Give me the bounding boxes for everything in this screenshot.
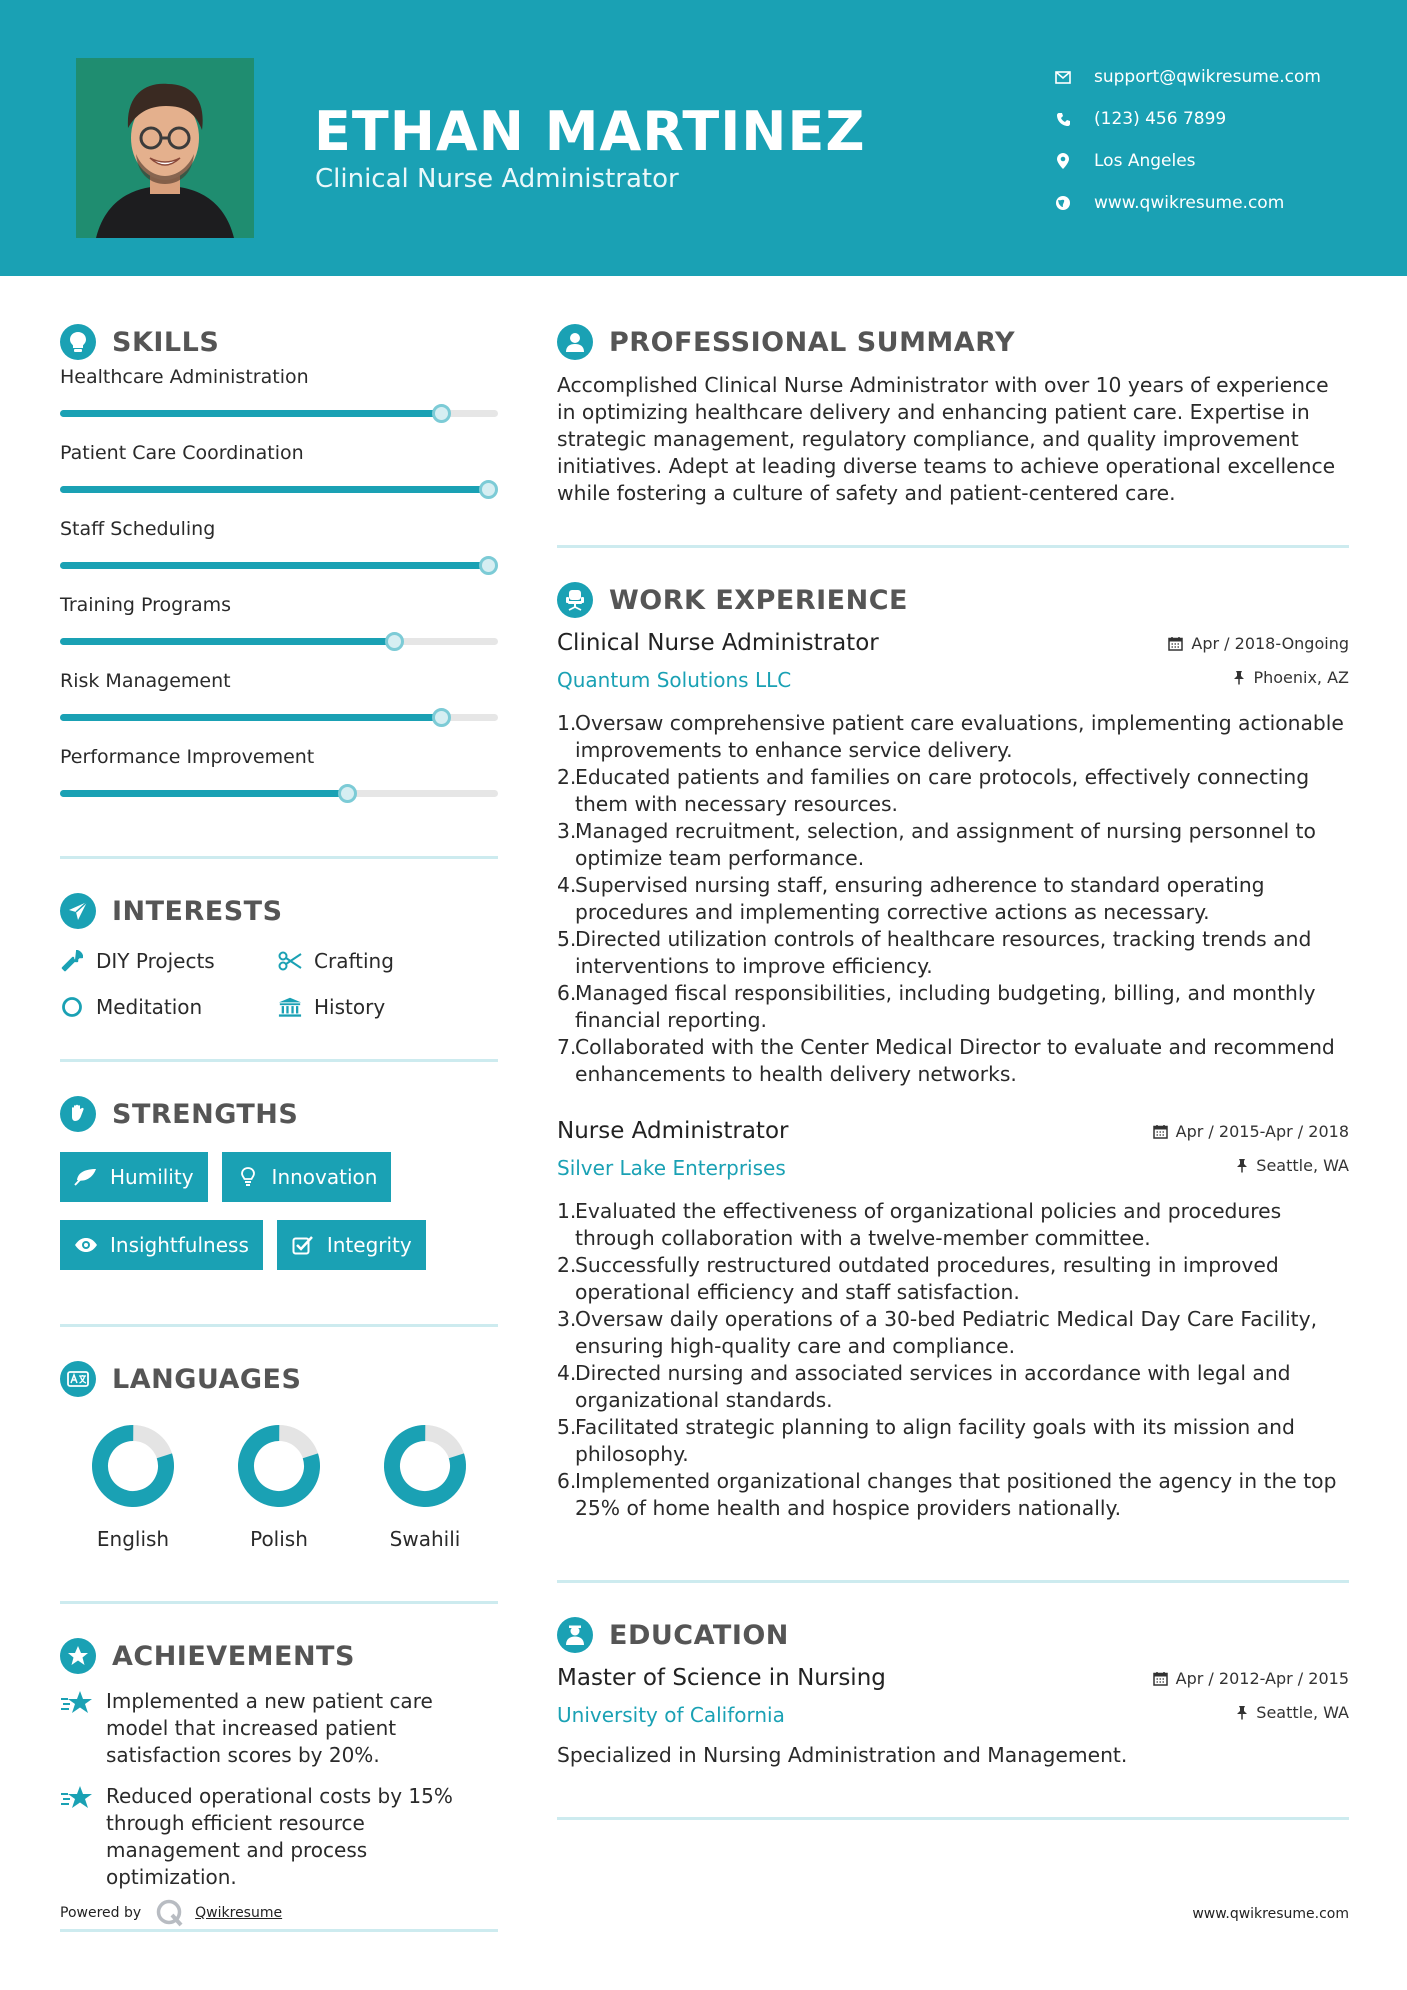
languages-list (60, 1423, 498, 1551)
education-date (1153, 1669, 1349, 1688)
degree-title: Master of Science in Nursing (557, 1665, 886, 1691)
language-donut-fill (91, 1424, 174, 1507)
contact-website[interactable] (1054, 182, 1394, 224)
interest-item (60, 995, 278, 1019)
skill-bar (60, 486, 498, 493)
school-name: University of California (557, 1703, 785, 1727)
skill-bar (60, 790, 498, 797)
strength-label: Innovation (271, 1165, 378, 1189)
job-location-text: Phoenix, AZ (1253, 668, 1349, 687)
languages-heading (60, 1357, 498, 1401)
job-bullets (557, 1198, 1349, 1522)
lightbulb-icon (60, 324, 96, 360)
wrench-icon (60, 949, 84, 973)
achievement-item (60, 1688, 498, 1769)
language-label: English (96, 1527, 170, 1551)
strength-label: Integrity (326, 1233, 412, 1257)
interests-list (60, 949, 498, 1019)
language-label: Polish (250, 1527, 308, 1551)
skill-bar-knob (385, 632, 404, 651)
summary-heading (557, 320, 1349, 364)
circle-icon (60, 995, 84, 1019)
education-location (1236, 1703, 1349, 1722)
languages-title: LANGUAGES (112, 1363, 302, 1395)
portrait-image (76, 58, 254, 238)
skill-item (60, 746, 498, 866)
job-bullets (557, 710, 1349, 1088)
language-donut (382, 1423, 468, 1509)
calendar-icon (1153, 1124, 1168, 1139)
pushpin-icon (1236, 1705, 1248, 1720)
interest-label: DIY Projects (96, 949, 215, 973)
contact-phone[interactable] (1054, 98, 1394, 140)
strength-label: Humility (110, 1165, 194, 1189)
strengths-heading (60, 1092, 498, 1136)
job-header (557, 630, 1349, 704)
section-divider (557, 1580, 1349, 1583)
footer-powered-by (60, 1898, 282, 1928)
education-heading (557, 1613, 1349, 1657)
resume-header (0, 0, 1407, 276)
job-date (1153, 1122, 1349, 1141)
qwikresume-link[interactable]: Qwikresume (195, 1905, 283, 1921)
pushpin-icon (1233, 670, 1245, 685)
section-divider (60, 1059, 498, 1062)
contact-location (1054, 140, 1394, 182)
globe-icon (1054, 194, 1072, 212)
language-donut-fill (237, 1424, 320, 1507)
job-bullet: 3. Oversaw daily operations of a 30-bed Pediatric Medical Day Care Facility, ensuring high-quality care and compliance. (557, 1307, 1318, 1358)
footer-site[interactable]: www.qwikresume.com (1192, 1906, 1349, 1922)
summary-text: Accomplished Clinical Nurse Administrator with over 10 years of experience in optimizing healthcare delivery and enhancing patient care. Expertise in strategic management, regulatory compliance, and quality improvement initiatives. Adept at leading diverse teams to achieve operational excellence while fostering a culture of safety and patient-centered care. (557, 373, 1336, 505)
summary-title: PROFESSIONAL SUMMARY (609, 326, 1016, 358)
job-bullet: 5. Directed utilization controls of healthcare resources, tracking trends and interventions to improve efficiency. (557, 927, 1312, 978)
graduate-icon (557, 1617, 593, 1653)
job-bullet: 7. Collaborated with the Center Medical Director to evaluate and recommend enhancements to health delivery networks. (557, 1035, 1335, 1086)
contact-email[interactable] (1054, 56, 1394, 98)
calendar-icon (1153, 1671, 1168, 1686)
strength-tag (60, 1220, 263, 1270)
qwikresume-logo-icon (155, 1898, 185, 1928)
job-bullet: 2. Educated patients and families on care protocols, effectively connecting them with necessary resources. (557, 765, 1310, 816)
achievement-text: Reduced operational costs by 15% through efficient resource management and process optimization. (106, 1784, 453, 1889)
job-location-text: Seattle, WA (1256, 1156, 1349, 1175)
interests-heading (60, 889, 498, 933)
interest-label: History (314, 995, 386, 1019)
section-divider (557, 545, 1349, 548)
skill-bar-fill (60, 410, 441, 417)
museum-icon (278, 995, 302, 1019)
skill-bar-fill (60, 638, 394, 645)
job-bullet: 6. Implemented organizational changes that positioned the agency in the top 25% of home health and hospice providers nationally. (557, 1469, 1337, 1520)
job-company: Silver Lake Enterprises (557, 1156, 786, 1180)
language-label: Swahili (389, 1527, 461, 1551)
achievement-text: Implemented a new patient care model that increased patient satisfaction scores by 20%. (106, 1689, 433, 1767)
education-title: EDUCATION (609, 1619, 789, 1651)
contact-email-text: support@qwikresume.com (1094, 67, 1321, 87)
skill-label: Training Programs (60, 594, 232, 616)
interest-label: Crafting (314, 949, 394, 973)
strength-tag (60, 1152, 208, 1202)
pushpin-icon (1236, 1158, 1248, 1173)
job-bullet: 1. Evaluated the effectiveness of organizational policies and procedures through collaboration with a twelve-member committee. (557, 1199, 1282, 1250)
skills-heading (60, 320, 498, 364)
powered-by-text: Powered by (60, 1905, 142, 1921)
job-company: Quantum Solutions LLC (557, 668, 792, 692)
language-donut-fill (383, 1424, 466, 1507)
skills-title: SKILLS (112, 326, 220, 358)
skill-label: Patient Care Coordination (60, 442, 304, 464)
skill-bar-knob (479, 480, 498, 499)
user-icon (557, 324, 593, 360)
job-date-text: Apr / 2015-Apr / 2018 (1175, 1122, 1349, 1141)
strengths-list (60, 1152, 498, 1270)
interest-item (60, 949, 278, 973)
language-item (352, 1423, 498, 1551)
skill-label: Risk Management (60, 670, 231, 692)
paper-plane-icon (60, 893, 96, 929)
interest-item (278, 995, 498, 1019)
job-title: Nurse Administrator (557, 1118, 789, 1144)
star-badge-icon (60, 1638, 96, 1674)
job-location (1233, 668, 1349, 687)
job-bullet: 6. Managed fiscal responsibilities, including budgeting, billing, and monthly financial reporting. (557, 981, 1316, 1032)
strength-label: Insightfulness (110, 1233, 249, 1257)
job-bullet: 3. Managed recruitment, selection, and assignment of nursing personnel to optimize team performance. (557, 819, 1316, 870)
job-bullet: 5. Facilitated strategic planning to align facility goals with its mission and philosophy. (557, 1415, 1295, 1466)
skill-bar-knob (432, 708, 451, 727)
envelope-icon (1054, 68, 1072, 86)
candidate-name: ETHAN MARTINEZ (314, 100, 866, 163)
eye-icon (74, 1235, 98, 1255)
strengths-title: STRENGTHS (112, 1098, 299, 1130)
job-bullet: 2. Successfully restructured outdated procedures, resulting in improved operational efficiency and staff satisfaction. (557, 1253, 1279, 1304)
skill-bar-fill (60, 562, 488, 569)
interest-label: Meditation (96, 995, 203, 1019)
experience-title: WORK EXPERIENCE (609, 584, 908, 616)
right-column (557, 320, 1349, 1820)
job-date (1168, 634, 1349, 653)
achievements-heading (60, 1634, 498, 1678)
contact-info (1054, 56, 1394, 224)
star-icon (60, 1688, 94, 1718)
skill-bar (60, 638, 498, 645)
skill-bar-knob (432, 404, 451, 423)
section-divider (60, 1324, 498, 1327)
skill-bar (60, 410, 498, 417)
map-pin-icon (1054, 152, 1072, 170)
skill-label: Healthcare Administration (60, 366, 309, 388)
skill-bar (60, 714, 498, 721)
interests-title: INTERESTS (112, 895, 283, 927)
profile-photo (76, 58, 254, 238)
scissors-icon (278, 949, 302, 973)
left-column (60, 320, 498, 1932)
education-description: Specialized in Nursing Administration and Management. (557, 1743, 1128, 1767)
interest-item (278, 949, 498, 973)
achievements-title: ACHIEVEMENTS (112, 1640, 355, 1672)
language-icon (60, 1361, 96, 1397)
language-donut (236, 1423, 322, 1509)
language-item (60, 1423, 206, 1551)
skill-label: Staff Scheduling (60, 518, 216, 540)
job-bullet: 4. Directed nursing and associated services in accordance with legal and organizational standards. (557, 1361, 1291, 1412)
job-bullet: 1. Oversaw comprehensive patient care evaluations, implementing actionable improvements to enhance service delivery. (557, 711, 1344, 762)
lightbulb-icon (236, 1167, 260, 1187)
skill-bar-knob (479, 556, 498, 575)
experience-heading (557, 578, 1349, 622)
skill-bar-fill (60, 714, 441, 721)
checkbox-icon (291, 1235, 315, 1255)
job-bullet: 4. Supervised nursing staff, ensuring adherence to standard operating procedures and implementing corrective actions as necessary. (557, 873, 1265, 924)
education-location-text: Seattle, WA (1256, 1703, 1349, 1722)
calendar-icon (1168, 636, 1183, 651)
section-divider (60, 1601, 498, 1604)
job-entry (557, 630, 1349, 1088)
section-divider (60, 1929, 498, 1932)
education-header (557, 1665, 1349, 1739)
contact-phone-text: (123) 456 7899 (1094, 109, 1227, 129)
phone-icon (1054, 110, 1072, 128)
achievement-item (60, 1783, 498, 1891)
office-chair-icon (557, 582, 593, 618)
section-divider (557, 1817, 1349, 1820)
skills-list (60, 364, 498, 834)
skill-bar (60, 562, 498, 569)
language-donut (90, 1423, 176, 1509)
contact-location-text: Los Angeles (1094, 151, 1196, 171)
skill-bar-fill (60, 790, 347, 797)
education-date-text: Apr / 2012-Apr / 2015 (1175, 1669, 1349, 1688)
contact-website-text: www.qwikresume.com (1094, 193, 1285, 213)
candidate-title: Clinical Nurse Administrator (315, 164, 679, 194)
job-location (1236, 1156, 1349, 1175)
star-icon (60, 1783, 94, 1813)
skill-label: Performance Improvement (60, 746, 315, 768)
strength-tag (277, 1220, 426, 1270)
job-date-text: Apr / 2018-Ongoing (1191, 634, 1349, 653)
skill-bar-knob (338, 784, 357, 803)
skill-bar-fill (60, 486, 488, 493)
language-item (206, 1423, 352, 1551)
strength-tag (222, 1152, 392, 1202)
job-title: Clinical Nurse Administrator (557, 630, 879, 656)
job-header (557, 1118, 1349, 1192)
job-entry (557, 1118, 1349, 1522)
hand-icon (60, 1096, 96, 1132)
leaf-icon (74, 1167, 98, 1187)
